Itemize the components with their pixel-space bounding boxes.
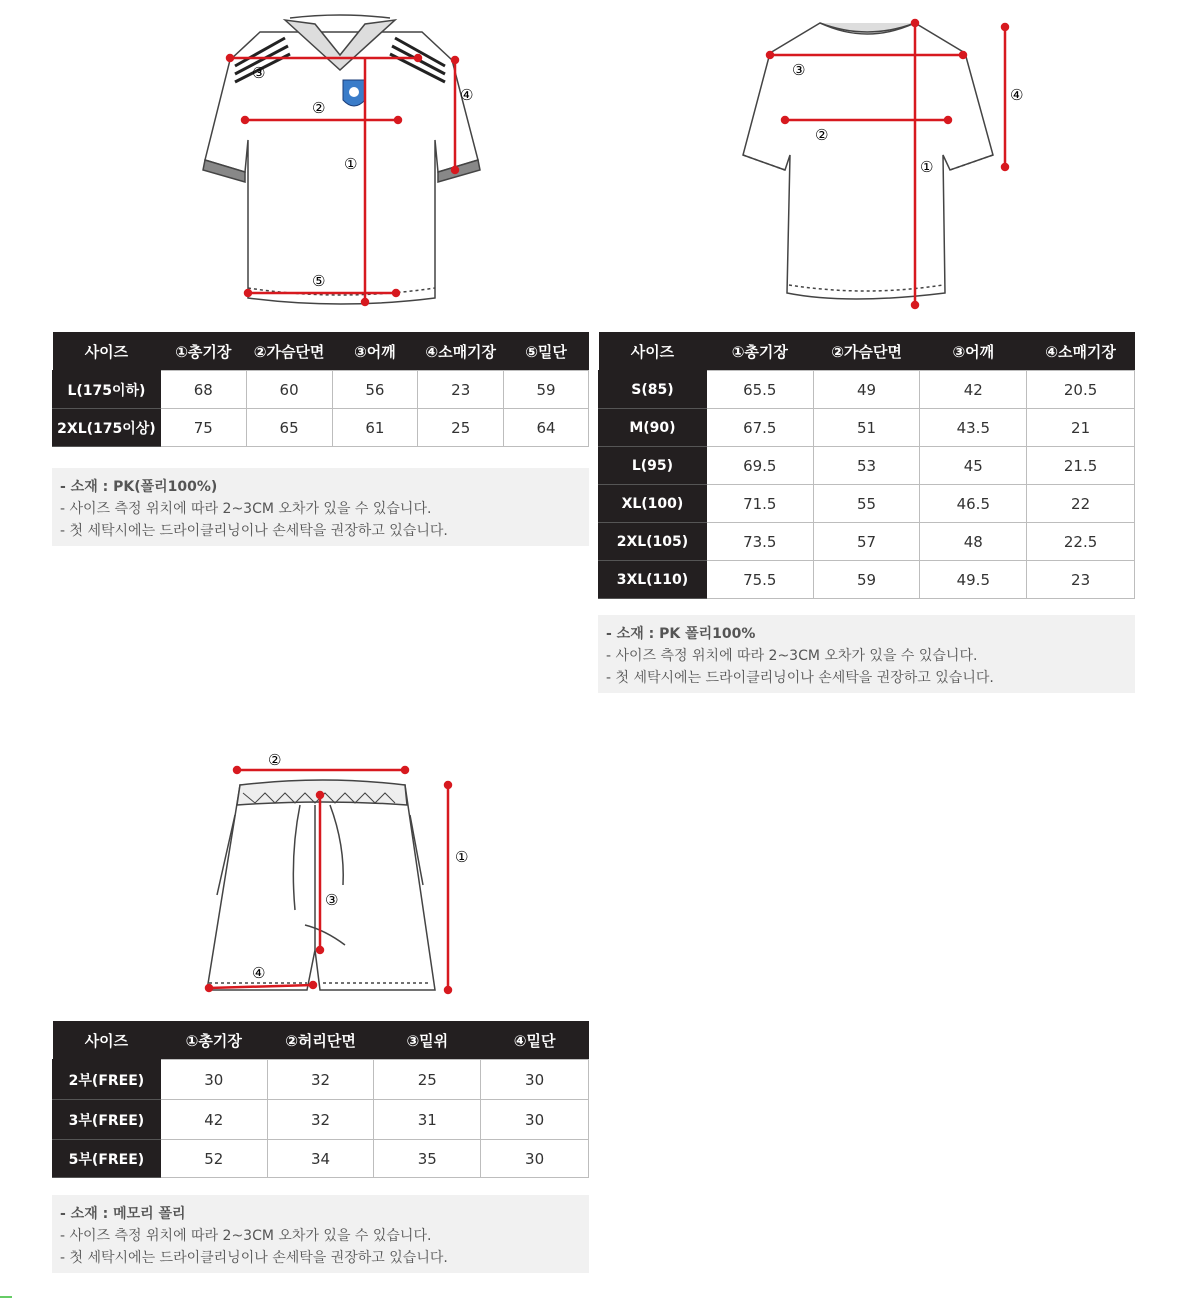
size-label: 2XL(105) xyxy=(599,523,707,561)
table-cell: 22 xyxy=(1027,485,1135,523)
marker-2: ② xyxy=(815,126,829,144)
note-material: - 소재 : PK 폴리100% xyxy=(606,626,756,642)
table-cell: 30 xyxy=(481,1140,589,1178)
marker-5: ⑤ xyxy=(312,272,326,290)
size-label: 3부(FREE) xyxy=(53,1100,161,1140)
header-cell: ②가슴단면 xyxy=(813,332,920,371)
marker-4: ④ xyxy=(460,86,474,104)
polo-size-table xyxy=(52,332,589,447)
table-cell: 55 xyxy=(813,485,920,523)
table-cell: 75.5 xyxy=(706,561,813,599)
marker-1: ① xyxy=(920,158,934,176)
table-cell: 32 xyxy=(267,1060,374,1100)
table-cell: 75 xyxy=(160,409,246,447)
table-cell: 61 xyxy=(332,409,418,447)
table-cell: 49.5 xyxy=(920,561,1027,599)
table-header-row xyxy=(53,332,589,371)
table-cell: 46.5 xyxy=(920,485,1027,523)
table-row xyxy=(599,523,1135,561)
table-cell: 34 xyxy=(267,1140,374,1178)
shorts-size-table xyxy=(52,1021,589,1178)
table-cell: 21 xyxy=(1027,409,1135,447)
table-cell: 23 xyxy=(1027,561,1135,599)
table-cell: 67.5 xyxy=(706,409,813,447)
table-cell: 73.5 xyxy=(706,523,813,561)
header-cell: ②허리단면 xyxy=(267,1021,374,1060)
marker-3: ③ xyxy=(325,891,339,909)
tshirt-illustration xyxy=(735,15,1035,315)
size-label: 5부(FREE) xyxy=(53,1140,161,1178)
header-cell: ①총기장 xyxy=(706,332,813,371)
table-cell: 31 xyxy=(374,1100,481,1140)
size-label: XL(100) xyxy=(599,485,707,523)
note-material: - 소재 : PK(폴리100%) xyxy=(60,479,218,495)
header-cell: 사이즈 xyxy=(53,1021,161,1060)
size-label: 3XL(110) xyxy=(599,561,707,599)
table-cell: 23 xyxy=(418,371,504,409)
shorts-notes xyxy=(52,1195,589,1273)
table-header-row xyxy=(599,332,1135,371)
emblem-icon xyxy=(343,80,365,106)
header-cell: ④소매기장 xyxy=(1027,332,1135,371)
marker-4: ④ xyxy=(1010,86,1024,104)
size-label: 2XL(175이상) xyxy=(53,409,161,447)
table-cell: 57 xyxy=(813,523,920,561)
table-row xyxy=(53,1140,589,1178)
header-cell: ①총기장 xyxy=(160,1021,267,1060)
header-cell: 사이즈 xyxy=(599,332,707,371)
table-cell: 42 xyxy=(920,371,1027,409)
size-label: S(85) xyxy=(599,371,707,409)
table-header-row xyxy=(53,1021,589,1060)
header-cell: ⑤밑단 xyxy=(504,332,589,371)
table-cell: 42 xyxy=(160,1100,267,1140)
table-row xyxy=(53,1100,589,1140)
note-measure: - 사이즈 측정 위치에 따라 2~3CM 오차가 있을 수 있습니다. xyxy=(606,648,978,664)
table-row xyxy=(599,447,1135,485)
header-cell: ③어깨 xyxy=(332,332,418,371)
size-label: M(90) xyxy=(599,409,707,447)
table-row xyxy=(599,561,1135,599)
table-cell: 20.5 xyxy=(1027,371,1135,409)
table-cell: 25 xyxy=(418,409,504,447)
note-wash: - 첫 세탁시에는 드라이클리닝이나 손세탁을 권장하고 있습니다. xyxy=(606,670,994,686)
marker-4: ④ xyxy=(252,964,266,982)
table-cell: 35 xyxy=(374,1140,481,1178)
table-cell: 68 xyxy=(160,371,246,409)
table-cell: 59 xyxy=(813,561,920,599)
table-cell: 30 xyxy=(481,1100,589,1140)
header-cell: 사이즈 xyxy=(53,332,161,371)
table-cell: 43.5 xyxy=(920,409,1027,447)
tshirt-size-table xyxy=(598,332,1135,599)
header-cell: ②가슴단면 xyxy=(246,332,332,371)
table-cell: 22.5 xyxy=(1027,523,1135,561)
table-cell: 71.5 xyxy=(706,485,813,523)
table-row xyxy=(599,371,1135,409)
marker-2: ② xyxy=(268,751,282,769)
table-cell: 59 xyxy=(504,371,589,409)
table-cell: 69.5 xyxy=(706,447,813,485)
polo-notes xyxy=(52,468,589,546)
note-wash: - 첫 세탁시에는 드라이클리닝이나 손세탁을 권장하고 있습니다. xyxy=(60,523,448,539)
note-wash: - 첫 세탁시에는 드라이클리닝이나 손세탁을 권장하고 있습니다. xyxy=(60,1250,448,1266)
header-cell: ③밑위 xyxy=(374,1021,481,1060)
table-row xyxy=(599,485,1135,523)
table-cell: 65 xyxy=(246,409,332,447)
tshirt-notes xyxy=(598,615,1135,693)
table-cell: 48 xyxy=(920,523,1027,561)
table-row xyxy=(53,1060,589,1100)
table-cell: 53 xyxy=(813,447,920,485)
table-cell: 45 xyxy=(920,447,1027,485)
table-cell: 56 xyxy=(332,371,418,409)
marker-3: ③ xyxy=(252,64,266,82)
table-row xyxy=(53,409,589,447)
note-measure: - 사이즈 측정 위치에 따라 2~3CM 오차가 있을 수 있습니다. xyxy=(60,1228,432,1244)
table-cell: 65.5 xyxy=(706,371,813,409)
marker-1: ① xyxy=(344,155,358,173)
header-cell: ①총기장 xyxy=(160,332,246,371)
table-cell: 60 xyxy=(246,371,332,409)
marker-2: ② xyxy=(312,99,326,117)
table-row xyxy=(53,371,589,409)
table-cell: 25 xyxy=(374,1060,481,1100)
shorts-illustration xyxy=(195,745,485,1000)
note-material: - 소재 : 메모리 폴리 xyxy=(60,1206,186,1222)
polo-illustration xyxy=(190,10,490,310)
note-measure: - 사이즈 측정 위치에 따라 2~3CM 오차가 있을 수 있습니다. xyxy=(60,501,432,517)
table-row xyxy=(599,409,1135,447)
header-cell: ④밑단 xyxy=(481,1021,589,1060)
table-cell: 52 xyxy=(160,1140,267,1178)
header-cell: ④소매기장 xyxy=(418,332,504,371)
marker-3: ③ xyxy=(792,61,806,79)
table-cell: 64 xyxy=(504,409,589,447)
table-cell: 51 xyxy=(813,409,920,447)
table-cell: 49 xyxy=(813,371,920,409)
table-cell: 30 xyxy=(481,1060,589,1100)
header-cell: ③어깨 xyxy=(920,332,1027,371)
marker-1: ① xyxy=(455,848,469,866)
size-label: L(95) xyxy=(599,447,707,485)
table-cell: 32 xyxy=(267,1100,374,1140)
size-label: 2부(FREE) xyxy=(53,1060,161,1100)
table-cell: 21.5 xyxy=(1027,447,1135,485)
table-cell: 30 xyxy=(160,1060,267,1100)
size-label: L(175이하) xyxy=(53,371,161,409)
